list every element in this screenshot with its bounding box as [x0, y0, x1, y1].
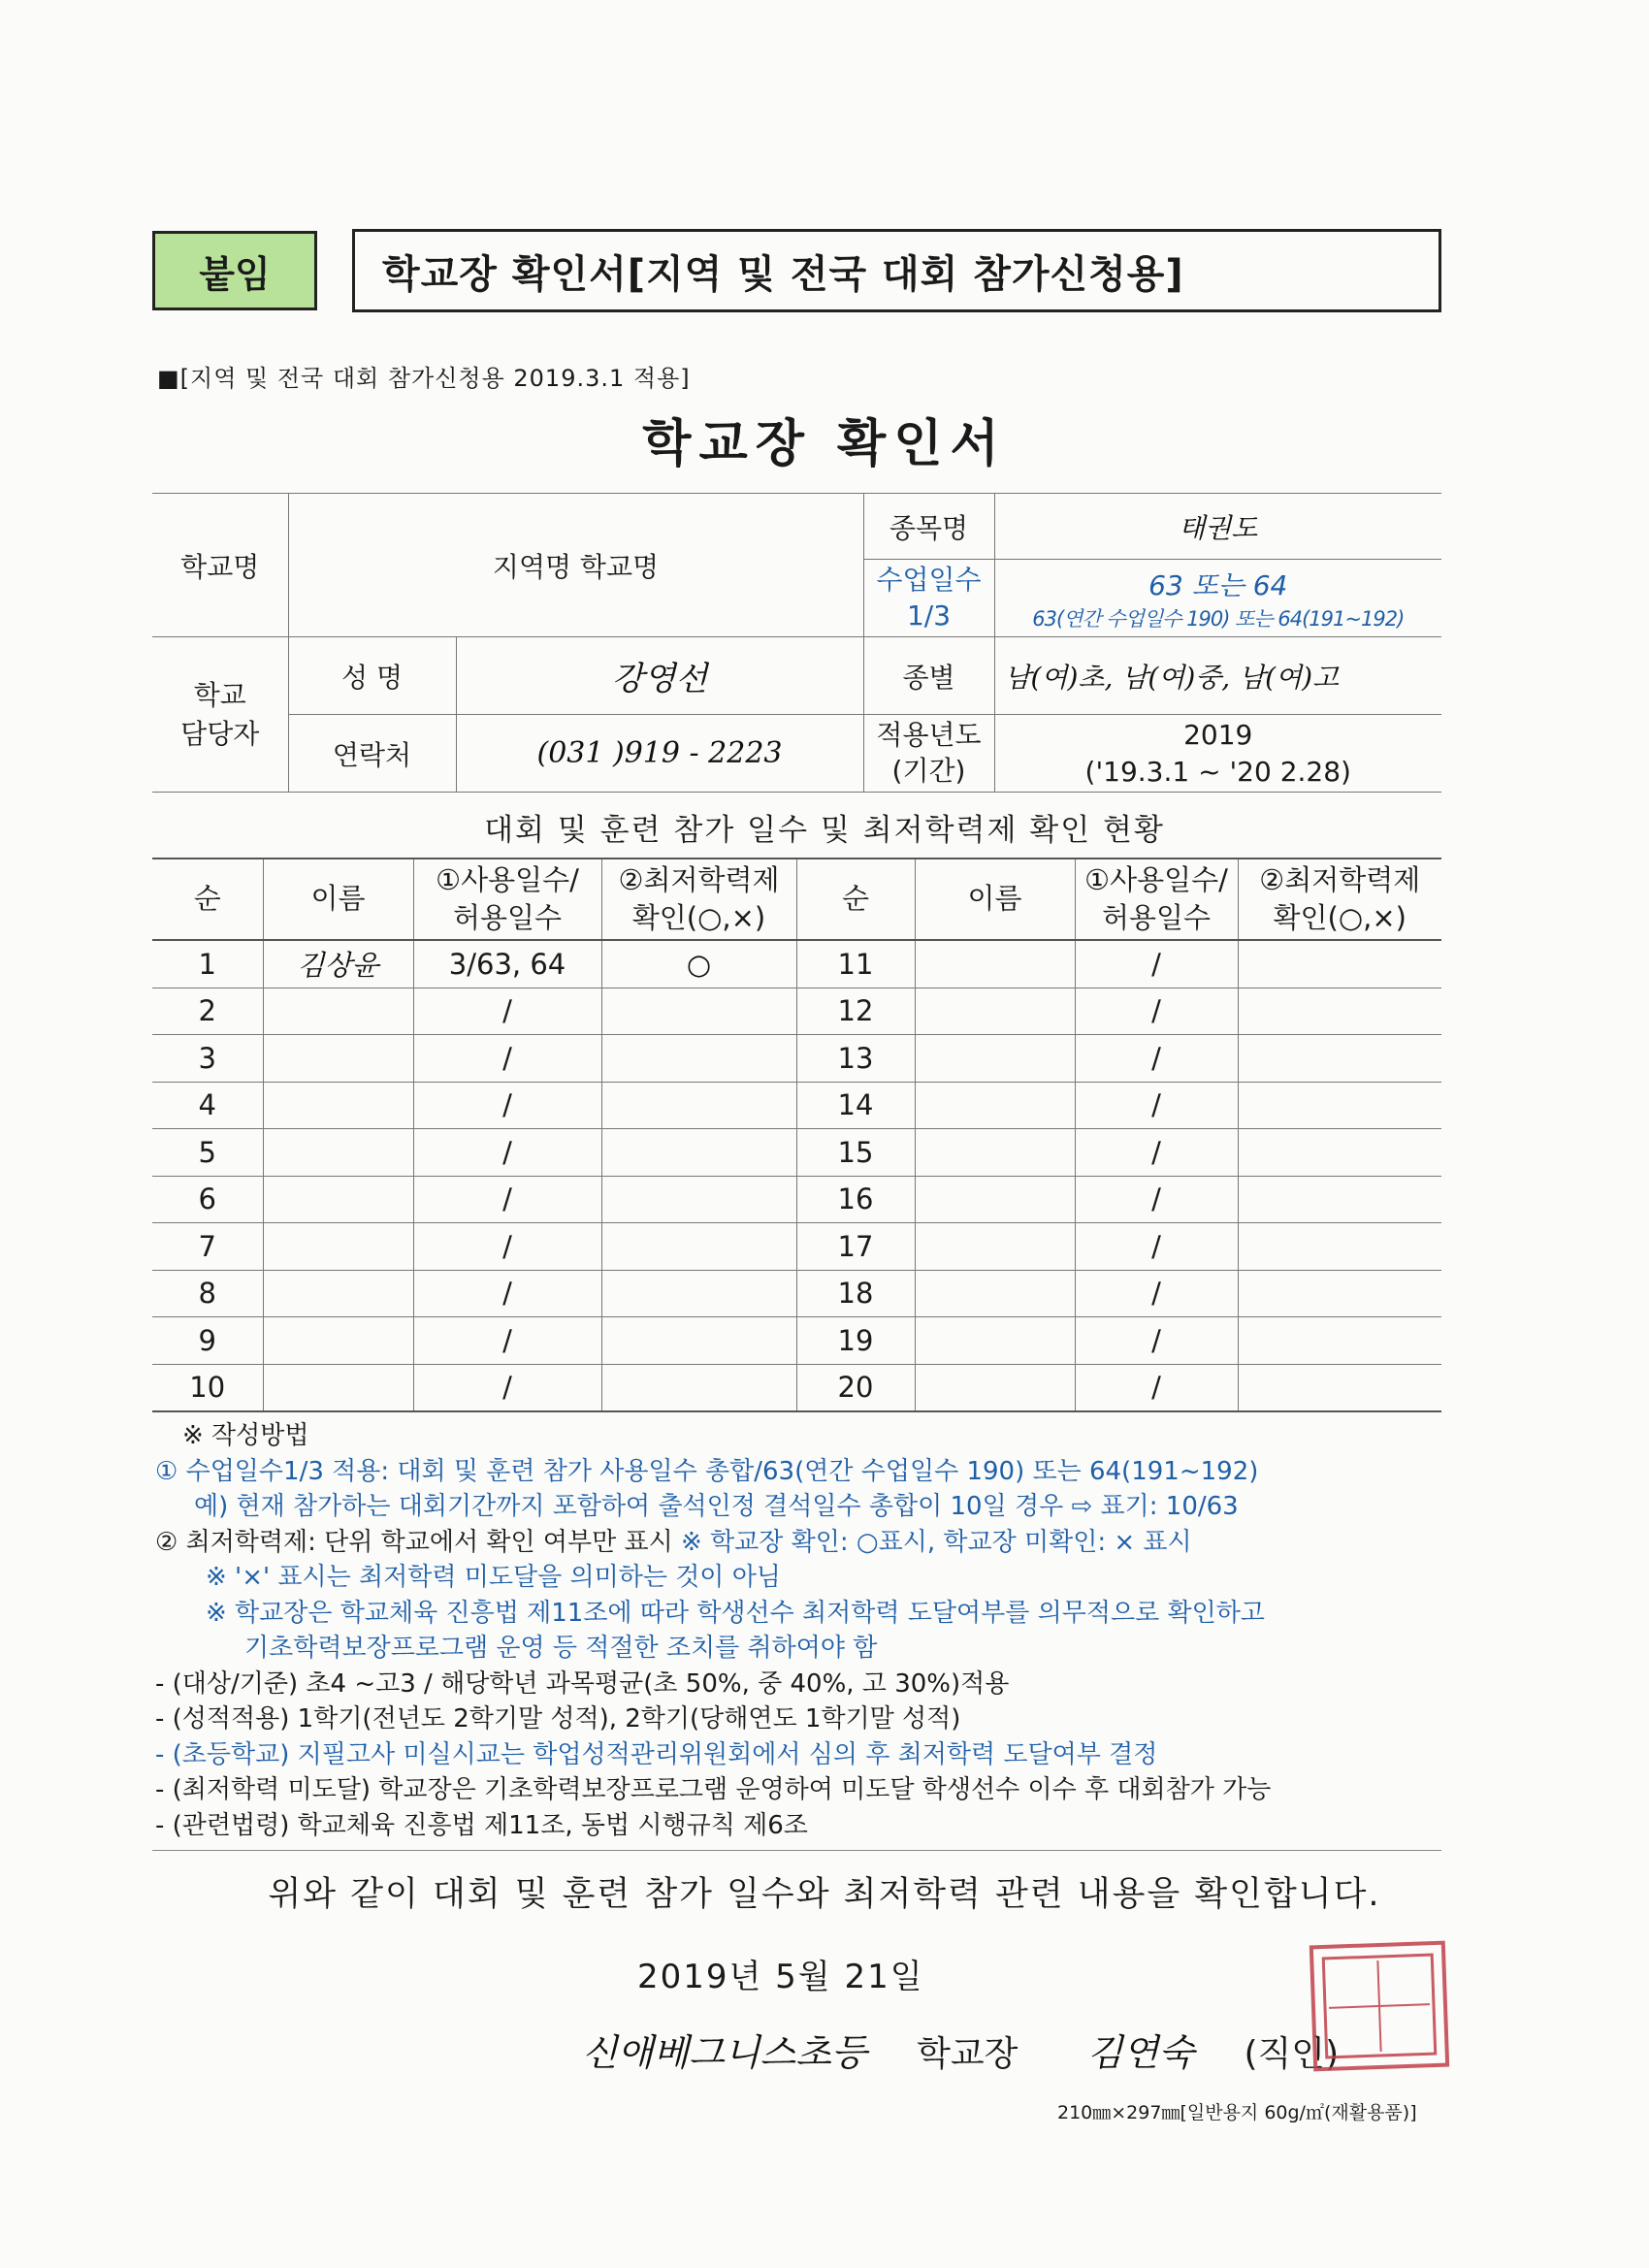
note-2: ② 최저학력제: 단위 학교에서 확인 여부만 표시 ※ 학교장 확인: ○표시, 학교장 미확인: × 표시 — [155, 1527, 1192, 1557]
row-name — [263, 988, 413, 1035]
notes-heading: ※ 작성방법 — [182, 1421, 309, 1450]
row-days: / — [413, 1082, 601, 1129]
row-no: 8 — [152, 1270, 263, 1317]
row-no: 7 — [152, 1223, 263, 1271]
row-check — [601, 1364, 796, 1411]
status-table — [152, 858, 1441, 1412]
paper-spec: 210㎜×297㎜[일반용지 60g/㎡(재활용품)] — [1057, 2102, 1417, 2123]
row-no: 3 — [152, 1035, 263, 1083]
sport-label: 종목명 — [863, 494, 994, 560]
row-no: 1 — [152, 940, 263, 988]
signature-row — [582, 2023, 1339, 2076]
detail-1: - (대상/기준) 초4 ~고3 / 해당학년 과목평균(초 50%, 중 40%, 고 30%)적용 — [155, 1669, 1010, 1699]
row-name — [915, 1223, 1075, 1271]
row-name — [915, 1082, 1075, 1129]
col-check-right: ②최저학력제 확인(○,×) — [1238, 859, 1441, 940]
row-check — [1238, 1270, 1441, 1317]
row-days: / — [1075, 1364, 1238, 1411]
row-days: / — [413, 1270, 601, 1317]
row-no: 11 — [796, 940, 915, 988]
row-days: / — [413, 1223, 601, 1271]
row-check: ○ — [601, 940, 796, 988]
row-days: / — [1075, 1129, 1238, 1177]
row-name — [263, 1270, 413, 1317]
row-check — [601, 1035, 796, 1083]
class-days-detail: 63(연간 수업일수 190) 또는 64(191~192) — [1032, 606, 1405, 631]
row-name — [915, 988, 1075, 1035]
row-no: 19 — [796, 1317, 915, 1365]
row-name — [263, 1035, 413, 1083]
school-value: 지역명 학교명 — [288, 494, 863, 637]
detail-2: - (성적적용) 1학기(전년도 2학기말 성적), 2학기(당해연도 1학기말 성적) — [155, 1704, 961, 1733]
row-no: 12 — [796, 988, 915, 1035]
issue-date: 2019년 5월 21일 — [637, 1958, 924, 1996]
row-name — [915, 940, 1075, 988]
contact-label: 연락처 — [288, 715, 456, 793]
row-no: 2 — [152, 988, 263, 1035]
application-note: ■[지역 및 전국 대회 참가신청용 2019.3.1 적용] — [157, 365, 691, 392]
row-name: 김상윤 — [263, 940, 413, 988]
principal-label: 학교장 — [917, 2034, 1018, 2074]
row-days: / — [413, 1176, 601, 1223]
row-days: / — [1075, 1035, 1238, 1083]
row-days: / — [1075, 1270, 1238, 1317]
row-name — [915, 1176, 1075, 1223]
row-name — [263, 1129, 413, 1177]
row-check — [1238, 1082, 1441, 1129]
year-period: ('19.3.1 ~ '20 2.28) — [1084, 755, 1351, 788]
row-name — [915, 1035, 1075, 1083]
row-check — [601, 1129, 796, 1177]
table-row — [152, 1035, 1441, 1083]
header-title-box: 학교장 확인서[지역 및 전국 대회 참가신청용] — [352, 229, 1441, 312]
row-check — [601, 1176, 796, 1223]
attachment-tag: 붙임 — [152, 231, 317, 310]
row-name — [263, 1176, 413, 1223]
year-value-cell — [994, 715, 1441, 793]
row-days: / — [1075, 940, 1238, 988]
table-row — [152, 1317, 1441, 1365]
row-no: 6 — [152, 1176, 263, 1223]
col-no-right: 순 — [796, 859, 915, 940]
note-2a: ※ '×' 표시는 최저학력 미도달을 의미하는 것이 아님 — [206, 1563, 781, 1592]
row-days: / — [1075, 988, 1238, 1035]
row-check — [601, 1317, 796, 1365]
page-title: 학교장 확인서 — [642, 415, 1007, 473]
row-check — [1238, 1176, 1441, 1223]
row-name — [263, 1317, 413, 1365]
contact-value: (031 )919 - 2223 — [456, 715, 863, 793]
row-name — [915, 1364, 1075, 1411]
principal-signature: 김연숙 — [1086, 2031, 1195, 2074]
row-days: / — [413, 1129, 601, 1177]
row-name — [915, 1129, 1075, 1177]
detail-4: - (최저학력 미도달) 학교장은 기초학력보장프로그램 운영하여 미도달 학생선수 이수 후 대회참가 가능 — [155, 1775, 1272, 1804]
row-name — [263, 1364, 413, 1411]
table-row — [152, 1223, 1441, 1271]
year-label: 적용년도 (기간) — [863, 715, 994, 793]
row-no: 17 — [796, 1223, 915, 1271]
col-check-left: ②최저학력제 확인(○,×) — [601, 859, 796, 940]
row-days: / — [413, 988, 601, 1035]
seal-label: (직인) — [1244, 2034, 1340, 2074]
row-no: 13 — [796, 1035, 915, 1083]
row-name — [263, 1223, 413, 1271]
col-name-left: 이름 — [263, 859, 413, 940]
table-row — [152, 1270, 1441, 1317]
row-no: 9 — [152, 1317, 263, 1365]
detail-3: - (초등학교) 지필고사 미실시교는 학업성적관리위원회에서 심의 후 최저학력 도달여부 결정 — [155, 1739, 1158, 1769]
table-row — [152, 1176, 1441, 1223]
row-no: 14 — [796, 1082, 915, 1129]
class-days-value: 63 또는 64 — [1148, 568, 1288, 601]
school-label: 학교명 — [152, 494, 288, 637]
info-table — [152, 493, 1441, 793]
row-days: / — [1075, 1317, 1238, 1365]
row-no: 16 — [796, 1176, 915, 1223]
row-check — [1238, 1223, 1441, 1271]
class-days-label: 수업일수 1/3 — [863, 560, 994, 637]
seal-icon — [1319, 1951, 1439, 2061]
row-check — [601, 1223, 796, 1271]
table-row — [152, 1129, 1441, 1177]
year-value: 2019 — [1183, 718, 1253, 751]
row-check — [1238, 988, 1441, 1035]
row-days: 3/63, 64 — [413, 940, 601, 988]
row-name — [915, 1317, 1075, 1365]
row-days: / — [1075, 1082, 1238, 1129]
row-days: / — [413, 1317, 601, 1365]
note-2b-cont: 기초학력보장프로그램 운영 등 적절한 조치를 취하여야 함 — [244, 1634, 878, 1663]
note-1: ① 수업일수1/3 적용: 대회 및 훈련 참가 사용일수 총합/63(연간 수업일수 190) 또는 64(191~192) — [155, 1456, 1259, 1486]
row-no: 5 — [152, 1129, 263, 1177]
row-name — [263, 1082, 413, 1129]
table-row — [152, 1364, 1441, 1411]
row-check — [601, 1082, 796, 1129]
sport-value: 태권도 — [994, 494, 1441, 560]
school-signature: 신애베그니스초등 — [582, 2031, 867, 2074]
row-check — [1238, 1129, 1441, 1177]
row-name — [915, 1270, 1075, 1317]
name-label: 성 명 — [288, 637, 456, 715]
official-seal-stamp — [1310, 1941, 1449, 2072]
detail-5: - (관련법령) 학교체육 진흥법 제11조, 동법 시행규칙 제6조 — [155, 1810, 808, 1840]
row-days: / — [1075, 1176, 1238, 1223]
confirm-statement: 위와 같이 대회 및 훈련 참가 일수와 최저학력 관련 내용을 확인합니다. — [268, 1875, 1381, 1914]
divider — [152, 1850, 1441, 1851]
row-check — [601, 1270, 796, 1317]
table-row — [152, 988, 1441, 1035]
col-days-right: ①사용일수/ 허용일수 — [1075, 859, 1238, 940]
row-no: 20 — [796, 1364, 915, 1411]
col-days-left: ①사용일수/ 허용일수 — [413, 859, 601, 940]
row-check — [1238, 1035, 1441, 1083]
row-check — [1238, 940, 1441, 988]
row-no: 15 — [796, 1129, 915, 1177]
row-check — [1238, 1364, 1441, 1411]
row-check — [1238, 1317, 1441, 1365]
table-row — [152, 1082, 1441, 1129]
table-row — [152, 940, 1441, 988]
row-no: 10 — [152, 1364, 263, 1411]
row-days: / — [413, 1035, 601, 1083]
row-days: / — [1075, 1223, 1238, 1271]
col-no-left: 순 — [152, 859, 263, 940]
gender-value: 남(여)초, 남(여)중, 남(여)고 — [994, 637, 1441, 715]
writing-instructions — [155, 1418, 1455, 1843]
status-title: 대회 및 훈련 참가 일수 및 최저학력제 확인 현황 — [484, 813, 1165, 848]
col-name-right: 이름 — [915, 859, 1075, 940]
row-days: / — [413, 1364, 601, 1411]
name-value: 강영선 — [456, 637, 863, 715]
manager-label: 학교 담당자 — [152, 637, 288, 793]
row-check — [601, 988, 796, 1035]
row-no: 4 — [152, 1082, 263, 1129]
note-2b: ※ 학교장은 학교체육 진흥법 제11조에 따라 학생선수 최저학력 도달여부를 의무적으로 확인하고 — [206, 1598, 1265, 1628]
note-1-example: 예) 현재 참가하는 대회기간까지 포함하여 출석인정 결석일수 총합이 10일 경우 ⇨ 표기: 10/63 — [194, 1492, 1239, 1521]
gender-label: 종별 — [863, 637, 994, 715]
status-header-row — [152, 859, 1441, 940]
row-no: 18 — [796, 1270, 915, 1317]
class-days-value-cell — [994, 560, 1441, 637]
